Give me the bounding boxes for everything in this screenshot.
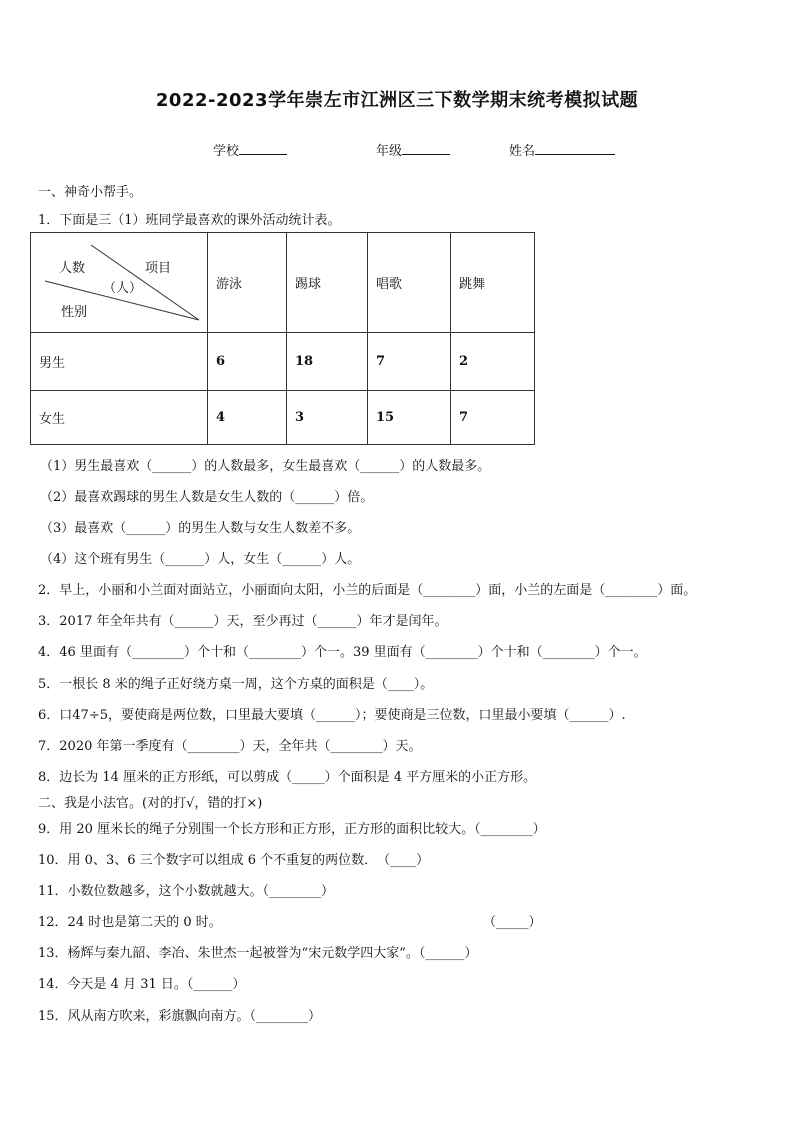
question-15: 15．风从南方吹来，彩旗飘向南方。（________）	[38, 1009, 322, 1024]
column-header: 跳舞	[451, 233, 535, 333]
table-cell: 7	[451, 391, 535, 445]
school-blank	[239, 142, 287, 155]
corner-middle-left-label: 人数	[59, 261, 86, 276]
column-header: 游泳	[208, 233, 287, 333]
name-field	[509, 140, 615, 159]
subquestion-4: （4）这个班有男生（______）人，女生（______）人。	[40, 552, 361, 567]
grade-field	[376, 140, 450, 159]
question-12: 12．24 时也是第二天的 0 时。	[38, 915, 222, 930]
column-header: 踢球	[287, 233, 368, 333]
question-3: 3．2017 年全年共有（______）天，至少再过（______）年才是闰年。	[38, 614, 448, 629]
question-1-intro: 1．下面是三（1）班同学最喜欢的课外活动统计表。	[38, 213, 341, 228]
table-header-row	[31, 233, 535, 333]
school-field	[213, 140, 287, 159]
section1-heading: 一、神奇小帮手。	[38, 185, 143, 200]
question-8: 8．边长为 14 厘米的正方形纸，可以剪成（_____）个面积是 4 平方厘米的小正方形。	[38, 770, 537, 785]
section2-heading: 二、我是小法官。(对的打√，错的打×)	[38, 796, 263, 811]
page-title: 2022-2023学年崇左市江洲区三下数学期末统考模拟试题	[155, 90, 639, 111]
question-13: 13．杨辉与秦九韶、李冶、朱世杰一起被誉为“宋元数学四大家”。（______）	[38, 946, 478, 961]
question-11: 11．小数位数越多，这个小数就越大。（________）	[38, 884, 335, 899]
question-7: 7．2020 年第一季度有（________）天，全年共（________）天。	[38, 739, 422, 754]
name-blank	[535, 142, 615, 155]
table-cell: 6	[208, 333, 287, 391]
subquestion-2: （2）最喜欢踢球的男生人数是女生人数的（______）倍。	[40, 490, 374, 505]
corner-top-right-label: 项目	[145, 261, 172, 276]
question-9: 9．用 20 厘米长的绳子分别围一个长方形和正方形，正方形的面积比较大。（________）	[38, 822, 546, 837]
column-header: 唱歌	[368, 233, 451, 333]
corner-bottom-left-label: 性别	[61, 305, 88, 320]
question-5: 5．一根长 8 米的绳子正好绕方桌一周，这个方桌的面积是（____）。	[38, 677, 434, 692]
school-label: 学校	[213, 144, 240, 159]
table-cell: 3	[287, 391, 368, 445]
table-cell: 2	[451, 333, 535, 391]
table-row	[31, 391, 535, 445]
grade-blank	[402, 142, 450, 155]
question-14: 14．今天是 4 月 31 日。（______）	[38, 977, 246, 992]
corner-middle-center-label: （人）	[103, 281, 143, 296]
table-row	[31, 333, 535, 391]
question-4: 4．46 里面有（________）个十和（________）个一。39 里面有（________）个十和（________）个一。	[38, 645, 647, 660]
question-10: 10．用 0、3、6 三个数字可以组成 6 个不重复的两位数． （____）	[38, 853, 430, 868]
row-label: 女生	[31, 391, 208, 445]
table-cell: 7	[368, 333, 451, 391]
name-label: 姓名	[509, 144, 536, 159]
grade-label: 年级	[376, 144, 403, 159]
table-cell: 18	[287, 333, 368, 391]
subquestion-1: （1）男生最喜欢（______）的人数最多，女生最喜欢（______）的人数最多。	[40, 459, 491, 474]
activity-stats-table	[30, 232, 535, 445]
table-cell: 15	[368, 391, 451, 445]
question-12-answer-blank: （_____）	[483, 915, 542, 930]
question-6: 6．口47÷5，要使商是两位数，口里最大要填（______）；要使商是三位数，口里最小要填（______）.	[38, 708, 626, 723]
subquestion-3: （3）最喜欢（______）的男生人数与女生人数差不多。	[40, 521, 361, 536]
row-label: 男生	[31, 333, 208, 391]
question-2: 2．早上，小丽和小兰面对面站立，小丽面向太阳，小兰的后面是（________）面，小兰的左面是（________）面。	[38, 583, 697, 598]
table-cell: 4	[208, 391, 287, 445]
table-corner-cell	[31, 233, 208, 333]
